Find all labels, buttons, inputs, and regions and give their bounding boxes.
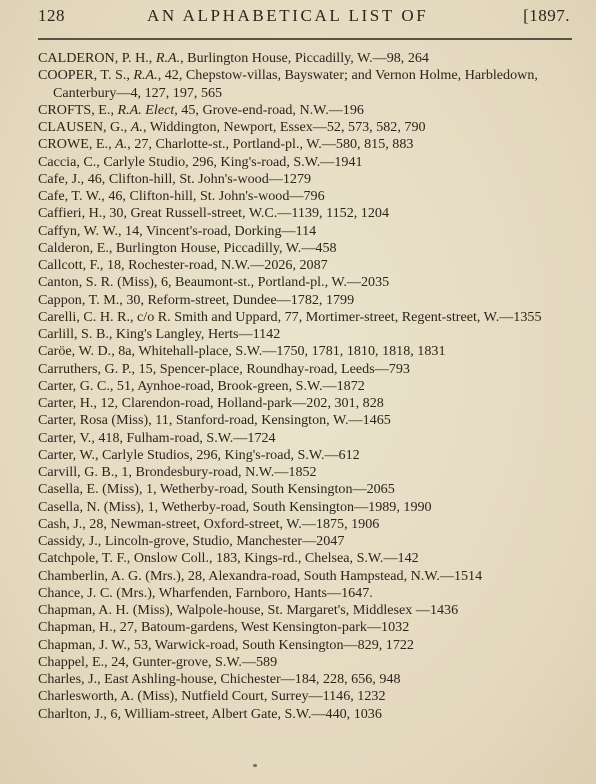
- list-entry: [38, 136, 574, 153]
- list-entry: [38, 533, 574, 550]
- list-entry: [38, 119, 574, 136]
- list-entry: [38, 50, 574, 67]
- list-entry: [38, 481, 574, 498]
- entry-text: Chapman, A. H. (Miss), Walpole-house, St. Margaret's, Middlesex —1436: [38, 602, 459, 618]
- entry-honorific: R.A.: [155, 50, 181, 66]
- entry-text: COOPER, T. S.,: [38, 67, 134, 84]
- entry-honorific: A.: [130, 119, 143, 135]
- list-entry: [38, 188, 574, 205]
- entry-text: Chappel, E., 24, Gunter-grove, S.W.—589: [38, 653, 278, 670]
- entry-text: CROWE, E.,: [38, 136, 116, 153]
- list-entry: [38, 654, 574, 671]
- header-rule: [38, 38, 572, 40]
- list-entry: [38, 499, 574, 516]
- list-entry: [38, 154, 574, 171]
- list-entry: [38, 292, 574, 309]
- entry-text: Carelli, C. H. R., c/o R. Smith and Uppard, 77, Mortimer-street, Regent-street, W.—1355: [38, 308, 542, 325]
- entry-details: , 45, Grove-end-road, N.W.—196: [174, 101, 364, 118]
- entry-text: Casella, E. (Miss), 1, Wetherby-road, South Kensington—2065: [38, 481, 395, 498]
- entry-text: Carter, V., 418, Fulham-road, S.W.—1724: [38, 429, 276, 446]
- entry-text: Caccia, C., Carlyle Studio, 296, King's-road, S.W.—1941: [38, 153, 363, 170]
- list-entry: [38, 240, 574, 257]
- entry-text: Charlton, J., 6, William-street, Albert Gate, S.W.—440, 1036: [38, 705, 382, 722]
- list-entry: [38, 102, 574, 119]
- entry-text: Casella, N. (Miss), 1, Wetherby-road, South Kensington—1989, 1990: [38, 498, 432, 515]
- entry-text: Carter, G. C., 51, Aynhoe-road, Brook-green, S.W.—1872: [38, 377, 365, 394]
- entry-text: Chance, J. C. (Mrs.), Wharfenden, Farnboro, Hants—1647.: [38, 584, 373, 601]
- list-entry: [38, 447, 574, 464]
- entry-text: Cafe, T. W., 46, Clifton-hill, St. John's-wood—796: [38, 188, 325, 204]
- entry-details: , Widdington, Newport, Essex—52, 573, 582, 790: [142, 119, 426, 135]
- entry-text: Chapman, H., 27, Batoum-gardens, West Kensington-park—1032: [38, 619, 410, 636]
- entry-text: Caffieri, H., 30, Great Russell-street, W.C.—1139, 1152, 1204: [38, 205, 389, 222]
- entry-text: Carter, W., Carlyle Studios, 296, King's-road, S.W.—612: [38, 446, 360, 463]
- entry-text: Cassidy, J., Lincoln-grove, Studio, Manchester—2047: [38, 533, 345, 549]
- entry-list: [38, 50, 574, 723]
- list-entry: [38, 274, 574, 291]
- list-entry: [38, 378, 574, 395]
- list-entry: [38, 568, 574, 585]
- entry-details: , Burlington House, Piccadilly, W.—98, 264: [180, 50, 429, 66]
- list-entry: [38, 671, 574, 688]
- entry-text: Carter, H., 12, Clarendon-road, Holland-park—202, 301, 828: [38, 395, 384, 411]
- entry-text: CROFTS, E.,: [38, 101, 118, 118]
- entry-text: CLAUSEN, G.,: [38, 119, 131, 135]
- list-entry: [38, 257, 574, 274]
- list-entry: [38, 688, 574, 705]
- entry-text: Carter, Rosa (Miss), 11, Stanford-road, Kensington, W.—1465: [38, 412, 391, 429]
- entry-text: Charles, J., East Ashling-house, Chichester—184, 228, 656, 948: [38, 671, 401, 687]
- entry-text: Canton, S. R. (Miss), 6, Beaumont-st., Portland-pl., W.—2035: [38, 274, 390, 291]
- list-entry: [38, 309, 574, 326]
- entry-details: , 27, Charlotte-st., Portland-pl., W.—580, 815, 883: [127, 136, 414, 153]
- entry-text: Charlesworth, A. (Miss), Nutfield Court, Surrey—1146, 1232: [38, 688, 386, 705]
- list-entry: [38, 516, 574, 533]
- list-entry: [38, 464, 574, 481]
- entry-details: , 42, Chepstow-villas, Bayswater; and Vernon Holme, Harbledown, Canterbury—4, 127, 197, 565: [53, 67, 538, 101]
- list-entry: [38, 637, 574, 654]
- entry-text: Carruthers, G. P., 15, Spencer-place, Roundhay-road, Leeds—793: [38, 360, 410, 377]
- list-entry: [38, 205, 574, 222]
- entry-text: Caröe, W. D., 8a, Whitehall-place, S.W.—1750, 1781, 1810, 1818, 1831: [38, 343, 446, 360]
- entry-text: Carlill, S. B., King's Langley, Herts—1142: [38, 326, 281, 342]
- ink-speck: [253, 764, 257, 767]
- entry-text: Chamberlin, A. G. (Mrs.), 28, Alexandra-road, South Hampstead, N.W.—1514: [38, 567, 483, 584]
- entry-text: Callcott, F., 18, Rochester-road, N.W.—2026, 2087: [38, 257, 328, 273]
- running-header: [38, 4, 570, 30]
- entry-text: Calderon, E., Burlington House, Piccadilly, W.—458: [38, 239, 337, 256]
- entry-text: Cash, J., 28, Newman-street, Oxford-street, W.—1875, 1906: [38, 515, 380, 532]
- entry-text: Cafe, J., 46, Clifton-hill, St. John's-wood—1279: [38, 170, 312, 187]
- list-entry: [38, 223, 574, 240]
- list-entry: [38, 706, 574, 723]
- list-entry: [38, 585, 574, 602]
- entry-honorific: A.: [115, 136, 128, 153]
- entry-text: Chapman, J. W., 53, Warwick-road, South Kensington—829, 1722: [38, 636, 414, 653]
- page-number: 128: [38, 6, 65, 25]
- list-entry: [38, 343, 574, 360]
- list-entry: [38, 602, 574, 619]
- list-entry: [38, 550, 574, 567]
- list-entry: [38, 619, 574, 636]
- list-entry: [38, 171, 574, 188]
- list-entry: [38, 326, 574, 343]
- list-entry: [38, 361, 574, 378]
- list-entry: [38, 67, 574, 102]
- list-entry: [38, 395, 574, 412]
- entry-text: Caffyn, W. W., 14, Vincent's-road, Dorking—114: [38, 222, 317, 239]
- entry-text: Carvill, G. B., 1, Brondesbury-road, N.W.—1852: [38, 464, 317, 480]
- running-title: AN ALPHABETICAL LIST OF: [147, 6, 429, 25]
- entry-text: Catchpole, T. F., Onslow Coll., 183, Kings-rd., Chelsea, S.W.—142: [38, 550, 419, 567]
- year-marker: [1897.: [523, 6, 570, 25]
- entry-text: Cappon, T. M., 30, Reform-street, Dundee—1782, 1799: [38, 291, 355, 308]
- list-entry: [38, 430, 574, 447]
- entry-honorific: R.A.: [133, 67, 158, 84]
- entry-text: CALDERON, P. H.,: [38, 50, 156, 66]
- list-entry: [38, 412, 574, 429]
- entry-honorific: R.A. Elect: [117, 101, 175, 118]
